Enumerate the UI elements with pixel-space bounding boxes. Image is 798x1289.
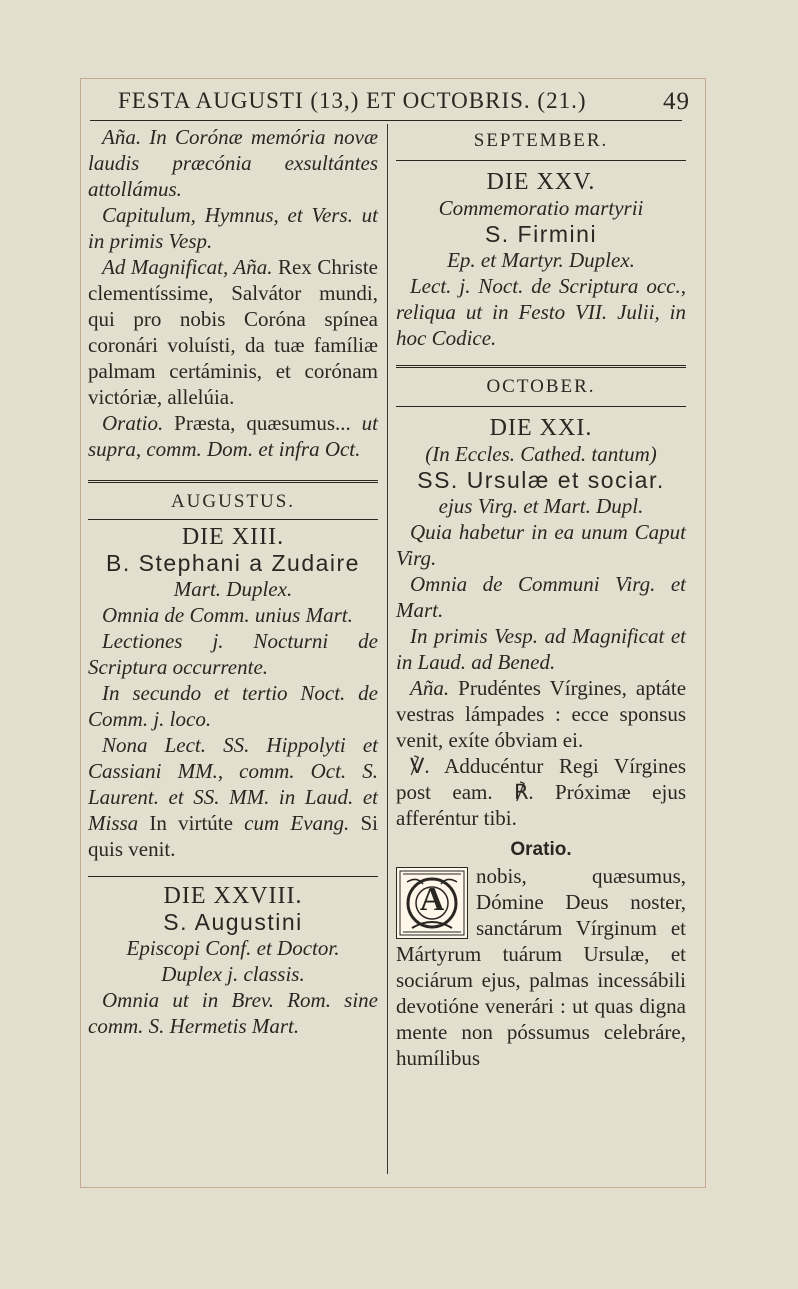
antiphon-text (88, 124, 378, 202)
page-number: 49 (663, 88, 690, 115)
saint-name-ursulae: SS. Ursulæ et sociar. (417, 467, 665, 493)
oratio-body (396, 863, 686, 1071)
section-rule-thin (396, 160, 686, 161)
oratio-label: Oratio. (102, 411, 164, 435)
column-divider (387, 124, 388, 1174)
oratio-text: Præsta, quæsumus... (174, 411, 351, 435)
section-rule (88, 480, 378, 483)
rubric-nona-italic: Nona Lect. SS. Hippolyti et Cassiani MM., comm. Oct. S. Laurent. et SS. MM. in Laud. et Missa (88, 733, 378, 835)
rubric-omnia: Omnia de Comm. unius Mart. (102, 603, 353, 627)
capitulum-note: Capitulum, Hymnus, et Vers. ut in primis Vesp. (88, 203, 378, 253)
right-column (396, 124, 686, 1071)
day-heading-xxviii: DIE XXVIII. (163, 883, 303, 909)
oratio-paragraph (88, 410, 378, 462)
rubric-nona-lectio (88, 732, 378, 862)
magnificat-text: Rex Christe clementíssime, Salvátor mundi, qui pro nobis Coróna spínea coronári voluísti, da tuæ famíliæ palmam certáminis, et corónam victóriæ, allelúia. (88, 255, 378, 409)
dropcap-letter: A (419, 881, 445, 918)
magnificat-label: Ad Magnificat, Aña. (102, 255, 273, 279)
section-rule (396, 365, 686, 368)
magnificat-antiphon (88, 254, 378, 410)
oratio-heading: Oratio. (510, 839, 572, 860)
day-heading-xxi: DIE XXI. (489, 415, 593, 441)
rubric-lectiones: Lectiones j. Nocturni de Scriptura occurrente. (88, 629, 378, 679)
antiphon-prudentes-text: Prudéntes Vírgines, aptáte vestras lámpades : ecce sponsus venit, exíte óbviam ei. (396, 676, 687, 752)
versicle-responsory: ℣. Adducéntur Regi Vírgines post eam. ℟. Próximæ ejus afferéntur tibi. (396, 754, 686, 830)
rubric-omnia-communi: Omnia de Communi Virg. et Mart. (396, 572, 686, 622)
oratio-text-ursulae: nobis, quæsumus, Dómine Deus noster, sanctárum Vírginum et Mártyrum tuárum Ursulæ, et sociárum ejus, palmas incessábili devotióne venerári : ut quas digna mente non póssumus celebráre, humílibus (396, 864, 686, 1070)
antiphon-label: Aña. (410, 676, 450, 700)
rank-line-firmini: Ep. et Martyr. Duplex. (447, 248, 635, 272)
antiphon-prudentes (396, 675, 686, 753)
rubric-omnia-brev: Omnia ut in Brev. Rom. sine comm. S. Hermetis Mart. (88, 988, 378, 1038)
rubric-nona-evang: cum Evang. (244, 811, 350, 835)
day-rule (88, 876, 378, 877)
running-title: FESTA AUGUSTI (13,) ET OCTOBRIS. (21.) (118, 88, 587, 113)
day-heading-xiii: DIE XIII. (181, 524, 285, 550)
saint-name-firmini: S. Firmini (484, 221, 598, 247)
section-heading-august: AUGUSTUS. (170, 491, 296, 512)
saint-name-augustini: S. Augustini (163, 909, 303, 935)
antiphon-line: Aña. In Corónæ memória novæ laudis præcónia exsultántes attollámus. (88, 125, 378, 201)
header-rule (90, 120, 682, 121)
left-column (88, 124, 378, 1039)
section-heading-october: OCTOBER. (486, 376, 596, 397)
section-rule-thin (396, 406, 686, 407)
rubric-in-primis: In primis Vesp. ad Magnificat et in Laud. ad Bened. (396, 624, 686, 674)
rubric-nona-incipit: Si quis venit. (88, 811, 378, 861)
rank-line-augustini: Episcopi Conf. et Doctor. Duplex j. classis. (126, 936, 340, 986)
rubric-nocturni: In secundo et tertio Noct. de Comm. j. loco. (88, 681, 378, 731)
rubric-nona-roman: In virtúte (149, 811, 233, 835)
rank-line-ursulae: ejus Virg. et Mart. Dupl. (438, 494, 644, 518)
section-rule-thin (88, 519, 378, 520)
cathedral-note: (In Eccles. Cathed. tantum) (425, 442, 657, 466)
oratio-note: ut supra, comm. Dom. et infra Oct. (88, 411, 379, 461)
section-heading-september: SEPTEMBER. (473, 130, 609, 151)
decorated-initial-icon (396, 867, 468, 939)
rank-line: Mart. Duplex. (173, 577, 293, 601)
rubric-quia: Quia habetur in ea unum Caput Virg. (396, 520, 686, 570)
commemoratio-line: Commemoratio martyrii (438, 196, 644, 220)
saint-name-stephani: B. Stephani a Zudaire (106, 550, 360, 576)
rubric-lect-firmini: Lect. j. Noct. de Scriptura occ., reliqua ut in Festo VII. Julii, in hoc Codice. (396, 274, 686, 350)
day-heading-xxv: DIE XXV. (486, 169, 596, 195)
page-header (80, 88, 690, 122)
